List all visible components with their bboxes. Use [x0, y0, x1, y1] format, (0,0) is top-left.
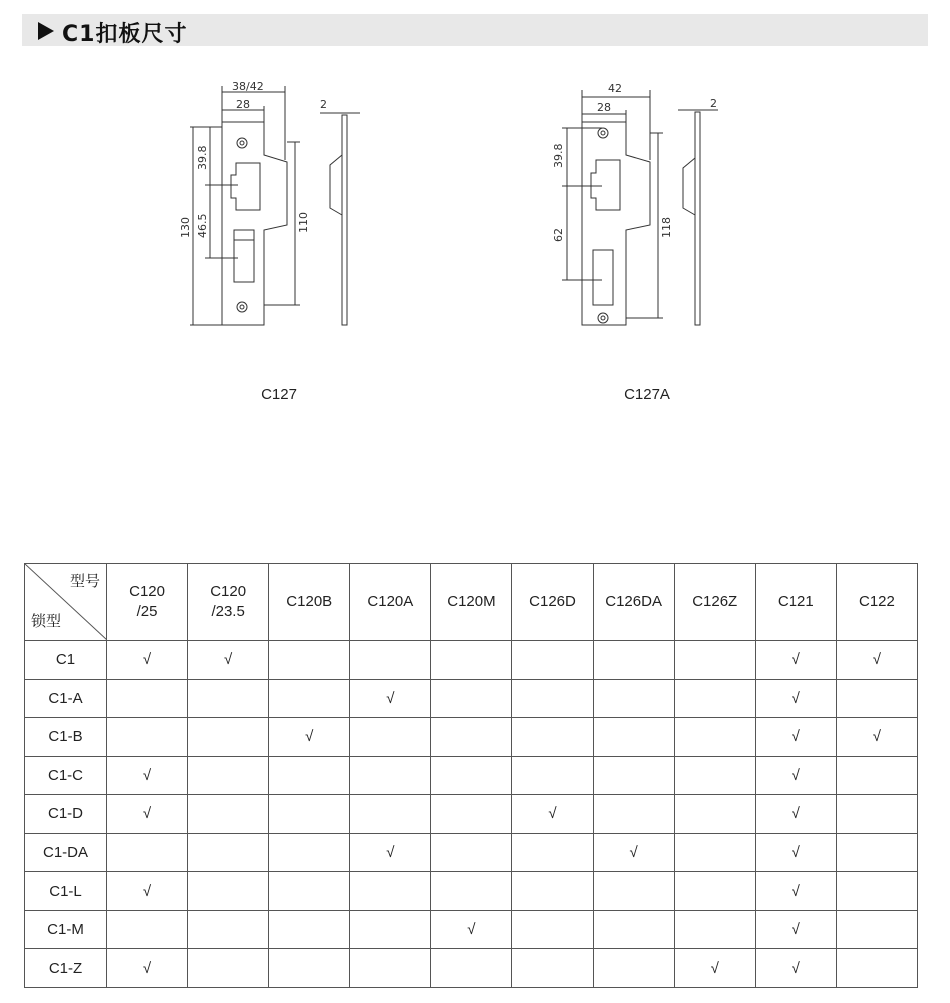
dim-d1: 39.8 — [196, 145, 209, 170]
table-row — [25, 679, 918, 718]
table-cell — [188, 872, 269, 911]
table-cell — [269, 949, 350, 988]
table-cell — [350, 756, 431, 795]
table-cell: √ — [107, 756, 188, 795]
table-cell — [836, 910, 917, 949]
row-label: C1 — [25, 641, 107, 680]
table-cell: √ — [431, 910, 512, 949]
table-cell — [512, 679, 593, 718]
table-cell: √ — [836, 641, 917, 680]
table-cell: √ — [755, 872, 836, 911]
table-cell: √ — [755, 679, 836, 718]
table-cell — [269, 910, 350, 949]
compatibility-table — [24, 563, 918, 988]
table-cell — [350, 795, 431, 834]
table-cell — [593, 872, 674, 911]
table-cell — [512, 949, 593, 988]
table-row — [25, 756, 918, 795]
column-header: C120 /25 — [107, 564, 188, 641]
dim-thickness-a: 2 — [710, 97, 717, 110]
table-cell — [674, 910, 755, 949]
table-cell — [431, 795, 512, 834]
table-cell — [431, 756, 512, 795]
table-cell — [107, 679, 188, 718]
table-cell — [593, 718, 674, 757]
dim-right-a: 118 — [660, 217, 673, 238]
table-cell — [431, 641, 512, 680]
table-cell — [269, 833, 350, 872]
dim-d2: 46.5 — [196, 213, 209, 238]
table-cell — [836, 756, 917, 795]
table-cell — [107, 833, 188, 872]
table-cell — [836, 795, 917, 834]
dim-inner-a: 28 — [597, 101, 611, 114]
table-cell — [188, 718, 269, 757]
table-cell: √ — [512, 795, 593, 834]
table-cell: √ — [188, 641, 269, 680]
table-cell — [188, 756, 269, 795]
table-cell — [836, 833, 917, 872]
table-cell: √ — [593, 833, 674, 872]
table-cell: √ — [755, 833, 836, 872]
table-cell — [350, 949, 431, 988]
table-cell — [674, 641, 755, 680]
row-label: C1-L — [25, 872, 107, 911]
table-cell — [593, 641, 674, 680]
table-row — [25, 641, 918, 680]
row-label: C1-M — [25, 910, 107, 949]
section-title: C1扣板尺寸 — [62, 22, 188, 47]
corner-model-label: 型号 — [69, 573, 100, 590]
table-cell — [836, 679, 917, 718]
plate-outline-a — [582, 122, 650, 325]
table-cell — [512, 910, 593, 949]
table-cell: √ — [674, 949, 755, 988]
table-cell: √ — [755, 910, 836, 949]
plate-outline — [222, 122, 287, 325]
table-cell — [512, 833, 593, 872]
table-cell — [836, 872, 917, 911]
table-cell — [674, 679, 755, 718]
table-cell — [593, 679, 674, 718]
column-header: C120M — [431, 564, 512, 641]
table-cell: √ — [836, 718, 917, 757]
row-label: C1-A — [25, 679, 107, 718]
dim-thickness: 2 — [320, 98, 327, 111]
drawing-label-c127a: C127A — [624, 386, 670, 403]
table-cell — [593, 949, 674, 988]
table-cell — [188, 795, 269, 834]
table-cell — [350, 910, 431, 949]
column-header: C126D — [512, 564, 593, 641]
table-row — [25, 949, 918, 988]
table-cell — [188, 833, 269, 872]
table-header-row — [25, 564, 918, 641]
table-cell — [512, 872, 593, 911]
table-cell: √ — [755, 756, 836, 795]
table-cell — [593, 910, 674, 949]
table-cell — [674, 718, 755, 757]
row-label: C1-DA — [25, 833, 107, 872]
table-cell: √ — [350, 679, 431, 718]
table-cell — [431, 679, 512, 718]
dim-total: 130 — [179, 217, 192, 238]
table-cell — [512, 718, 593, 757]
table-cell — [188, 949, 269, 988]
table-cell — [512, 756, 593, 795]
table-cell — [674, 795, 755, 834]
table-cell: √ — [755, 949, 836, 988]
drawing-c127 — [160, 70, 390, 340]
table-cell — [350, 641, 431, 680]
table-cell — [269, 641, 350, 680]
dim-top-a: 42 — [608, 82, 622, 95]
table-corner-cell — [25, 564, 107, 641]
table-cell — [188, 910, 269, 949]
table-cell — [269, 795, 350, 834]
column-header: C126DA — [593, 564, 674, 641]
row-label: C1-Z — [25, 949, 107, 988]
table-cell — [350, 872, 431, 911]
table-cell — [431, 833, 512, 872]
column-header: C121 — [755, 564, 836, 641]
table-row — [25, 833, 918, 872]
column-header: C120B — [269, 564, 350, 641]
table-row — [25, 795, 918, 834]
column-header: C120 /23.5 — [188, 564, 269, 641]
drawing-label-c127: C127 — [261, 386, 297, 403]
table-cell — [512, 641, 593, 680]
table-cell: √ — [755, 795, 836, 834]
table-cell: √ — [269, 718, 350, 757]
section-title-bar — [22, 14, 928, 46]
column-header: C122 — [836, 564, 917, 641]
table-row — [25, 872, 918, 911]
table-cell — [431, 718, 512, 757]
drawing-c127a — [540, 70, 770, 340]
column-header: C120A — [350, 564, 431, 641]
dim-inner: 28 — [236, 98, 250, 111]
table-cell — [107, 718, 188, 757]
table-cell — [269, 756, 350, 795]
table-body — [25, 641, 918, 988]
corner-lock-label: 锁型 — [31, 613, 62, 630]
table-row — [25, 718, 918, 757]
table-cell — [350, 718, 431, 757]
table-row — [25, 910, 918, 949]
column-header: C126Z — [674, 564, 755, 641]
table-cell — [431, 872, 512, 911]
dim-d2-a: 62 — [552, 228, 565, 242]
table-cell — [269, 872, 350, 911]
table-cell — [674, 872, 755, 911]
dim-d1-a: 39.8 — [552, 143, 565, 168]
row-label: C1-D — [25, 795, 107, 834]
dim-right: 110 — [297, 212, 310, 233]
table-cell — [593, 756, 674, 795]
dim-top: 38/42 — [232, 80, 264, 93]
table-cell: √ — [755, 641, 836, 680]
table-cell: √ — [107, 949, 188, 988]
table-cell — [674, 833, 755, 872]
table-cell: √ — [107, 641, 188, 680]
table-cell — [431, 949, 512, 988]
play-arrow-icon — [38, 22, 54, 40]
table-cell — [269, 679, 350, 718]
table-cell — [188, 679, 269, 718]
table-cell: √ — [755, 718, 836, 757]
table-cell: √ — [107, 872, 188, 911]
row-label: C1-C — [25, 756, 107, 795]
row-label: C1-B — [25, 718, 107, 757]
table-cell — [107, 910, 188, 949]
table-cell — [674, 756, 755, 795]
table-cell — [593, 795, 674, 834]
table-cell — [836, 949, 917, 988]
table-cell: √ — [107, 795, 188, 834]
table-cell: √ — [350, 833, 431, 872]
